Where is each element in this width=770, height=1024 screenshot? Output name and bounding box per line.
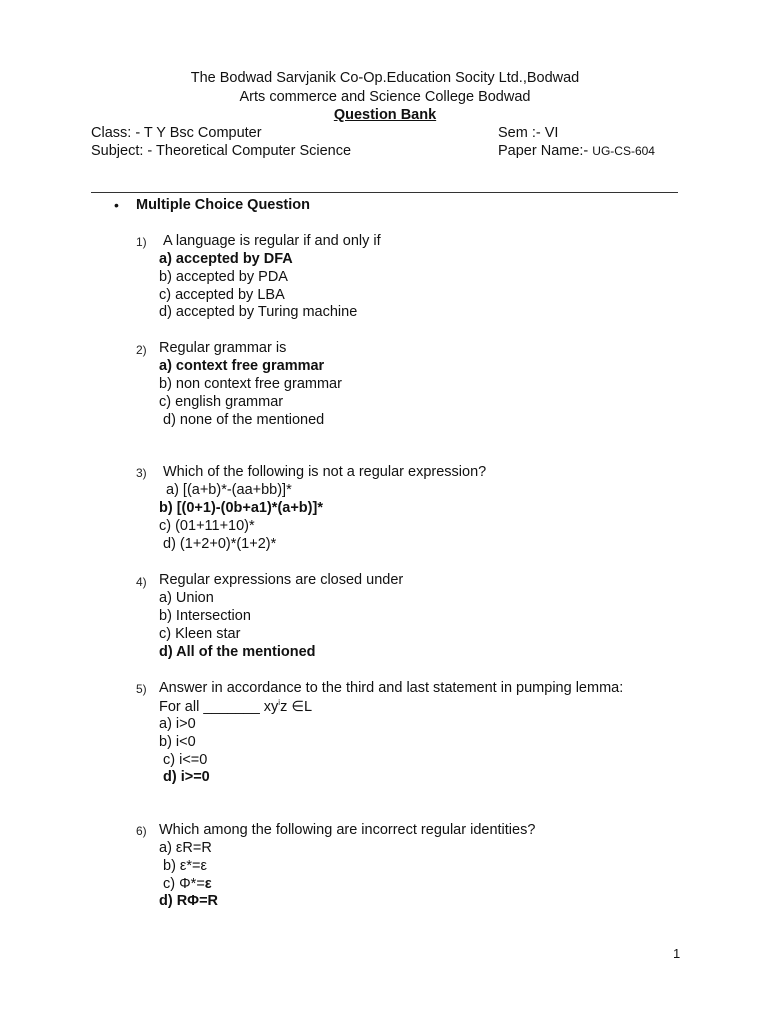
option: b) Intersection (159, 608, 251, 624)
question-text-line2 (159, 698, 312, 715)
question-number: 2) (136, 343, 147, 357)
paper-code: UG-CS-604 (592, 144, 655, 158)
option-text: c) Φ*= (163, 876, 205, 892)
option: a) [(a+b)*-(aa+bb)]* (166, 482, 292, 498)
option: c) english grammar (159, 394, 284, 410)
question-text: Which among the following are incorrect regular identities? (159, 822, 536, 838)
option: b) ε*=ε (163, 858, 207, 874)
option-correct: d) i>=0 (163, 769, 210, 785)
question-number: 3) (136, 466, 147, 480)
option-correct: a) context free grammar (159, 358, 325, 374)
option: d) (1+2+0)*(1+2)* (163, 536, 277, 552)
option-correct: d) RΦ=R (159, 893, 219, 909)
option: b) i<0 (159, 734, 196, 750)
option (163, 876, 212, 892)
paper-name (498, 143, 655, 159)
question-number: 4) (136, 575, 147, 589)
option: a) εR=R (159, 840, 212, 856)
document-title: Question Bank (333, 107, 437, 123)
option: d) accepted by Turing machine (159, 304, 358, 320)
option: b) non context free grammar (159, 376, 342, 392)
class-label: Class: - T Y Bsc Computer (91, 125, 262, 141)
option: c) Kleen star (159, 626, 241, 642)
paper-name-prefix: Paper Name:- (498, 143, 593, 159)
option: c) accepted by LBA (159, 287, 285, 303)
question-number: 1) (136, 235, 147, 249)
option-bold-tail: ε (204, 876, 212, 892)
option: c) i<=0 (163, 752, 208, 768)
question-text: Regular grammar is (159, 340, 287, 356)
section-title: Multiple Choice Question (136, 197, 311, 213)
superscript: i (278, 698, 281, 707)
question-text: A language is regular if and only if (163, 233, 381, 249)
bullet-icon: • (114, 197, 119, 213)
institution-name: The Bodwad Sarvjanik Co-Op.Education Socity Ltd.,Bodwad (190, 70, 580, 86)
option: c) (01+11+10)* (159, 518, 255, 534)
question-number: 5) (136, 682, 147, 696)
option: b) accepted by PDA (159, 269, 288, 285)
subject-label: Subject: - Theoretical Computer Science (91, 143, 352, 159)
option: d) none of the mentioned (163, 412, 325, 428)
option-correct: d) All of the mentioned (159, 644, 316, 660)
sem-label: Sem :- VI (498, 125, 559, 141)
question-number: 6) (136, 824, 147, 838)
question-text: Which of the following is not a regular expression? (163, 464, 487, 480)
option-correct: b) [(0+1)-(0b+a1)*(a+b)]* (159, 500, 323, 516)
header-divider (91, 192, 678, 193)
option: a) i>0 (159, 716, 196, 732)
page-number: 1 (673, 946, 681, 961)
option-correct: a) accepted by DFA (159, 251, 293, 267)
option: a) Union (159, 590, 214, 606)
line2-suffix: z ∈L (280, 698, 313, 715)
question-text: Regular expressions are closed under (159, 572, 404, 588)
question-text: Answer in accordance to the third and last statement in pumping lemma: (159, 680, 624, 696)
college-name: Arts commerce and Science College Bodwad (239, 89, 531, 105)
line2-prefix: For all _______ xy (159, 698, 279, 715)
